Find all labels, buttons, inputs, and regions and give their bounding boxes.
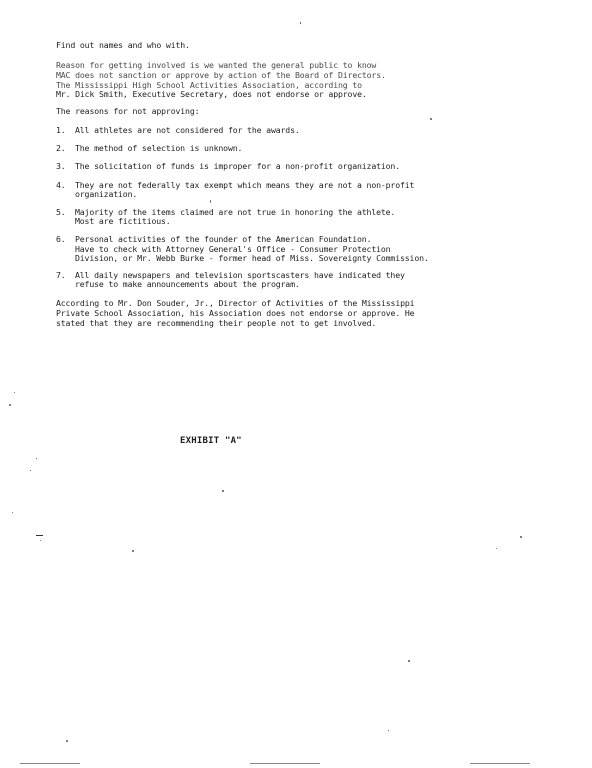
item-number: 6. [56, 234, 66, 244]
item-text: They are not federally tax exempt which means they are not a non-profit [75, 180, 415, 190]
item-text: Majority of the items claimed are not true in honoring the athlete. [75, 207, 396, 217]
item-number: 7. [56, 270, 66, 280]
item-number: 2. [56, 143, 66, 153]
item-number: 3. [56, 161, 66, 171]
page-mark: ' [298, 20, 303, 30]
intro-line: Reason for getting involved is we wanted the general public to know [56, 60, 377, 70]
item-number: 1. [56, 125, 66, 135]
item-text: Division, or Mr. Webb Burke - former head of Miss. Sovereignty Commission. [75, 253, 429, 263]
item-text: The method of selection is unknown. [75, 143, 243, 153]
item-text: organization. [75, 189, 138, 199]
item-number: 4. [56, 180, 66, 190]
intro-line: The Mississippi High School Activities Association, according to [56, 80, 362, 90]
closing-line: Private School Association, his Association does not endorse or approve. He [56, 308, 415, 318]
intro-line: Mr. Dick Smith, Executive Secretary, does not endorse or approve. [56, 89, 367, 99]
exhibit-label: EXHIBIT "A" [180, 436, 242, 446]
reasons-heading: The reasons for not approving: [56, 106, 200, 116]
item-text: Personal activities of the founder of the American Foundation. [75, 234, 372, 244]
item-number: 5. [56, 207, 66, 217]
item-text: refuse to make announcements about the program. [75, 279, 300, 289]
item-text: The solicitation of funds is improper for a non-profit organization. [75, 161, 400, 171]
closing-line: stated that they are recommending their people not to get involved. [56, 318, 377, 328]
item-text: Most are fictitious. [75, 216, 171, 226]
item-text: Have to check with Attorney General's Office - Consumer Protection [75, 244, 391, 254]
closing-line: According to Mr. Don Souder, Jr., Director of Activities of the Mississippi [56, 298, 415, 308]
intro-line: MAC does not sanction or approve by action of the Board of Directors. [56, 70, 386, 80]
item-text: All daily newspapers and television sportscasters have indicated they [75, 270, 405, 280]
item-text: All athletes are not considered for the awards. [75, 125, 300, 135]
intro-line: Find out names and who with. [56, 40, 190, 50]
